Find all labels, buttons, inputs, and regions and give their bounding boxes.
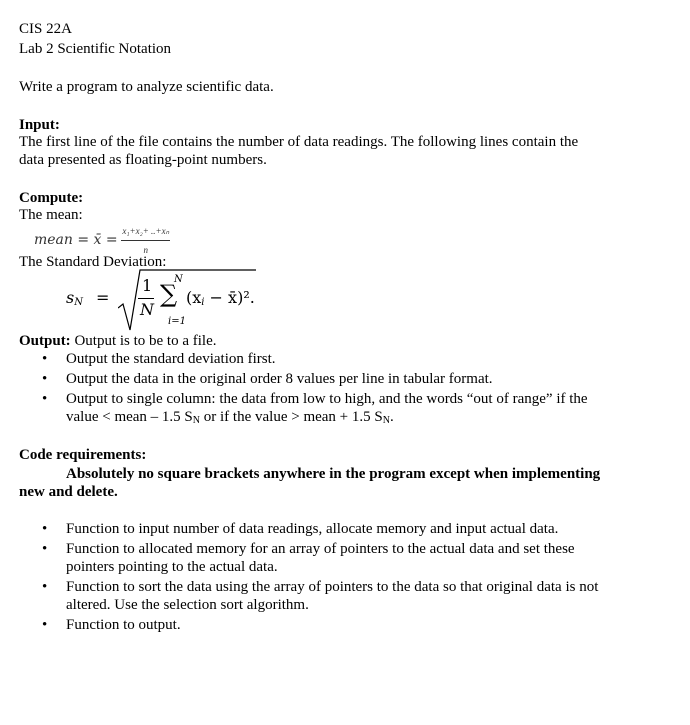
bullet-icon: • — [42, 351, 48, 367]
course-code: CIS 22A — [19, 21, 72, 37]
code-bullet-4: Function to output. — [66, 617, 181, 633]
code-bullet-3-cont: altered. Use the selection sort algorithm. — [66, 597, 309, 613]
lab-title: Lab 2 Scientific Notation — [19, 41, 172, 57]
bullet-icon: • — [42, 579, 48, 595]
mean-label: The mean: — [19, 207, 83, 223]
bullet-icon: • — [42, 521, 48, 537]
input-heading: Input: — [19, 117, 60, 133]
mean-formula: mean = x̄ = $\frac{\text{x₁+x₂+ ..+xₙ}}{n}$ — [34, 222, 170, 259]
bullet-icon: • — [42, 391, 48, 407]
code-heading: Code requirements: — [19, 447, 147, 463]
bullet-icon: • — [42, 371, 48, 387]
code-bullet-2-cont: pointers pointing to the actual data. — [66, 559, 278, 575]
input-text-2: data presented as floating-point numbers. — [19, 152, 267, 168]
code-bullet-3: Function to sort the data using the array of pointers to the data so that original data is not — [66, 579, 599, 595]
code-rule-2: new and delete. — [19, 484, 118, 500]
output-bullet-3: Output to single column: the data from low to high, and the words “out of range” if the — [66, 391, 588, 407]
compute-heading: Compute: — [19, 190, 84, 206]
input-text-1: The first line of the file contains the number of data readings. The following lines contain the — [19, 134, 579, 150]
output-bullet-2: Output the data in the original order 8 values per line in tabular format. — [66, 371, 493, 387]
output-bullet-1: Output the standard deviation first. — [66, 351, 276, 367]
bullet-icon: • — [42, 617, 48, 633]
output-bullet-3-cont: value < mean – 1.5 $S_N$ or if the value > mean + 1.5 $S_N$. — [66, 409, 394, 426]
bullet-icon: • — [42, 541, 48, 557]
output-line: Output: Output is to be to a file. — [19, 333, 217, 349]
code-bullet-1: Function to input number of data readings, allocate memory and input actual data. — [66, 521, 559, 537]
code-rule-1: Absolutely no square brackets anywhere in the program except when implementing — [66, 466, 601, 482]
code-bullet-2: Function to allocated memory for an array of pointers to the actual data and set these — [66, 541, 575, 557]
sd-label: The Standard Deviation: — [19, 254, 167, 270]
intro-text: Write a program to analyze scientific data. — [19, 79, 274, 95]
sd-formula: $s_N$ = 1 N N ∑ i=1 ($x_i$ − x̄)². — [66, 268, 266, 334]
